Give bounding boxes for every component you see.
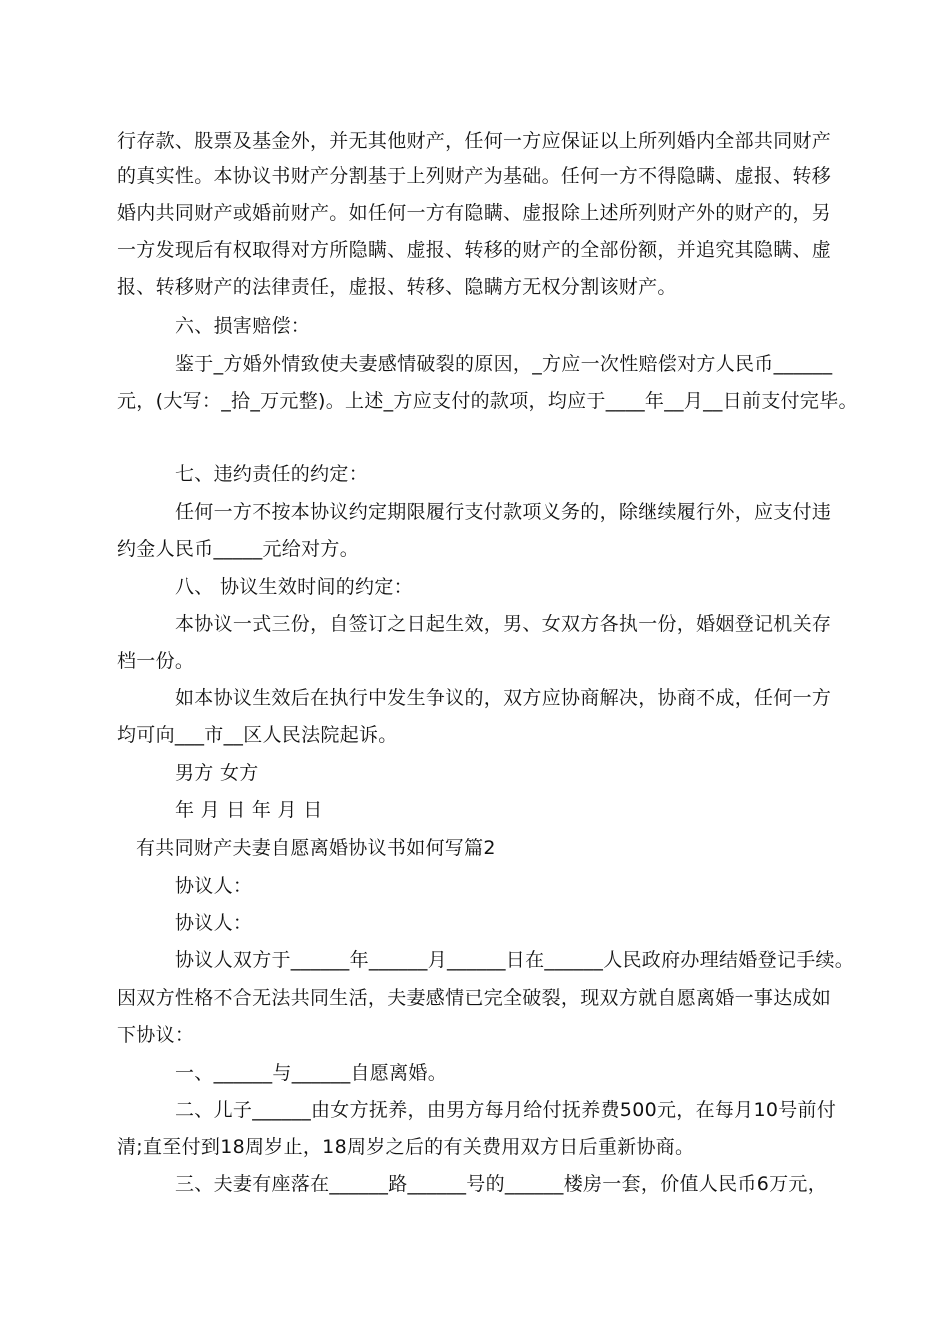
text-line: 均可向___市__区人民法院起诉。 — [117, 724, 398, 746]
text-line: 婚内共同财产或婚前财产。如任何一方有隐瞒、虚报除上述所列财产外的财产的，另 — [117, 202, 832, 224]
text-line: 元，(大写：_拾_万元整)。上述_方应支付的款项，均应于____年__月__日前支付完毕。 — [117, 390, 858, 412]
text-line: 协议人双方于______年______月______日在______人民政府办理结婚登记手续。 — [175, 949, 855, 971]
text-line: 约金人民币_____元给对方。 — [117, 538, 360, 560]
text-line: 三、夫妻有座落在______路______号的______楼房一套，价值人民币6万元， — [175, 1173, 827, 1195]
date-line: 年 月 日 年 月 日 — [175, 799, 323, 821]
text-line: 一、______与______自愿离婚。 — [175, 1062, 448, 1084]
text-line: 因双方性格不合无法共同生活，夫妻感情已完全破裂，现双方就自愿离婚一事达成如 — [117, 987, 832, 1009]
text-line: 清;直至付到18周岁止，18周岁之后的有关费用双方日后重新协商。 — [117, 1136, 695, 1158]
text-line: 一方发现后有权取得对方所隐瞒、虚报、转移的财产的全部份额，并追究其隐瞒、虚 — [117, 239, 832, 261]
text-line: 报、转移财产的法律责任，虚报、转移、隐瞒方无权分割该财产。 — [117, 276, 677, 298]
party-line: 协议人： — [175, 875, 253, 897]
section-heading: 七、违约责任的约定： — [175, 463, 369, 485]
text-line: 下协议： — [117, 1024, 195, 1046]
text-line: 的真实性。本协议书财产分割基于上列财产为基础。任何一方不得隐瞒、虚报、转移 — [117, 165, 832, 187]
section-heading: 八、 协议生效时间的约定： — [175, 576, 413, 598]
party-line: 协议人： — [175, 912, 253, 934]
signature-line: 男方 女方 — [175, 762, 259, 784]
text-line: 档一份。 — [117, 650, 195, 672]
text-line: 二、儿子______由女方抚养，由男方每月给付抚养费500元，在每月10号前付 — [175, 1099, 837, 1121]
section-heading: 六、损害赔偿： — [175, 315, 311, 337]
text-line: 鉴于_方婚外情致使夫妻感情破裂的原因，_方应一次性赔偿对方人民币______ — [175, 353, 833, 375]
text-line: 行存款、股票及基金外，并无其他财产，任何一方应保证以上所列婚内全部共同财产 — [117, 130, 832, 152]
text-line: 如本协议生效后在执行中发生争议的，双方应协商解决，协商不成，任何一方 — [175, 687, 832, 709]
text-line: 本协议一式三份，自签订之日起生效，男、女双方各执一份，婚姻登记机关存 — [175, 613, 832, 635]
article-title: 有共同财产夫妻自愿离婚协议书如何写篇2 — [136, 837, 496, 859]
text-line: 任何一方不按本协议约定期限履行支付款项义务的，除继续履行外，应支付违 — [175, 501, 832, 523]
